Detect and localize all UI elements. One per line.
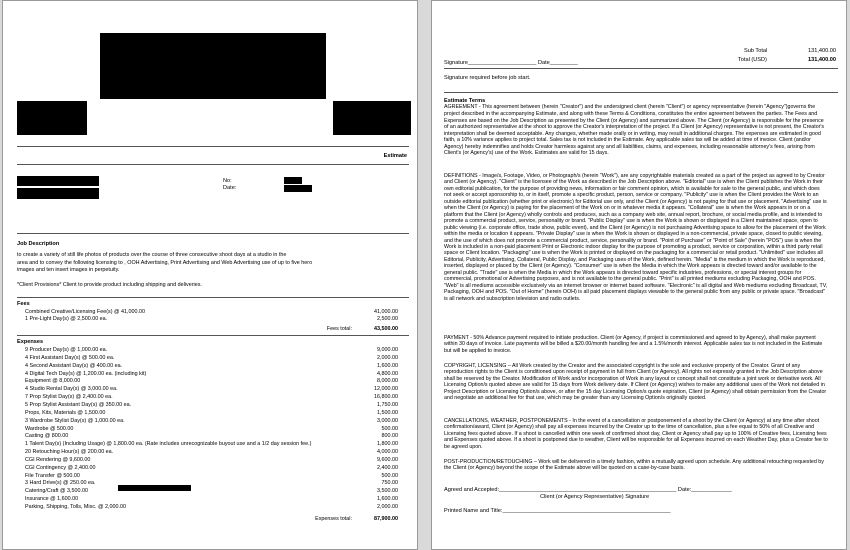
fee-row — [17, 309, 398, 316]
expenses-heading: Expenses — [17, 339, 44, 345]
expense-label: 4 Studio Rental Day(s) @ 3,000.00 ea. — [25, 386, 118, 393]
expense-label: File Transfer @ 500.00 — [25, 472, 80, 479]
redacted-client-address — [17, 188, 99, 199]
estimate-number-label: No: — [223, 178, 232, 184]
expense-amount: 750.00 — [381, 480, 398, 487]
divider — [17, 335, 409, 336]
estimate-label: Estimate — [383, 153, 407, 159]
expense-row — [17, 363, 398, 370]
post-production-terms: POST-PRODUCTION/RETOUCHING – Work will be delivered in a timely fashion, within a mutually agreed upon schedule. Any additional retouching requested by the Client (or Agency) beyond the scope of the Estimate above will be quoted on a case-by-case basis. — [444, 459, 824, 472]
fees-total-row — [17, 326, 398, 333]
estimate-page-1 — [2, 0, 418, 550]
expense-label: 4 Digital Tech Day(s) @ 1,200.00 ea. (including kit) — [25, 370, 147, 377]
expense-row — [17, 378, 398, 385]
expense-label: CGI Contingency @ 2,400.00 — [25, 464, 96, 471]
redacted-block — [333, 101, 411, 135]
expense-label: 1 Talent Day(s) (Including Usage) @ 1,800.00 ea. (Rate includes unrecognizable buyout use and a 1/2 day session fee.) — [25, 441, 312, 448]
expense-label: CGI Rendering @ 9,600.00 — [25, 456, 91, 463]
agreed-accepted-line: Agreed and Accepted:_________________________________________________________ Date:_____________ — [444, 487, 732, 493]
expense-label: 4 Second Assistant Day(s) @ 400.00 ea. — [25, 362, 123, 369]
expense-amount: 2,400.00 — [377, 464, 398, 471]
expense-row — [17, 386, 398, 393]
expense-label: Casting @ 800.00 — [25, 433, 69, 440]
expense-amount: 500.00 — [381, 472, 398, 479]
expense-row — [17, 394, 398, 401]
fee-amount: 2,500.00 — [377, 316, 398, 323]
expense-amount: 2,000.00 — [377, 354, 398, 361]
definitions-terms: DEFINITIONS - Image/s, Footage, Video, or Photograph/s (herein "Work"), are any copyrightable materials created as a part of the project as agreed to by Creator and Client (or Agency). "Client" is the licensee of the Work as described in the Job Description above. "Editorial" use is when the Client publishes the Work in their own editorial publication, for the purpose of providing news, information or fair comment opinion, which is available for sale to the general public, and which does not seek or accept sponsorship to, or in itself, promote a specific product, person, service or company. "Publicity" use is when the Client provides the Work to an outside editorial publication (whether print or electronic) for Editorial use only, and the Client (or Agency) is not paying for that use or placement. "Advertising" use is when the Client (or Agency) is paying for the placement of the Work on or in whatever media it appears. "Collateral" use is when the Work appears in or on a platform that the Client (or Agency) wholly controls and produces, such as a company web site, annual report, brochure, or social media profile, and is intended to promote a commercial product, service, personality or brand. "Public Display" use is when the Work is shown or displayed in a Client maintained space, open to public viewing (i.e. corporate office, trade show, public event), and the Client (or Agency) is not purchasing Advertising space to allow for the placement of the Work within the media or location it appears. "Private Display" use is when the Work is shown or displayed in a non-commercial, private space, closed to public viewing, and the use of which does not promote a commercial product, service, personality or brand. "Point of Purchase" or "Point of Sale" (herein "POS") use is when the Work is included in a non-paid placement Print or Electronic indoor display for the purpose of promoting a product, service or corporation, within a third party retail space or Client location. "Packaging" use is when the Work is printed or displayed on the packaging for a commercial or retail product. "Unlimited" use includes all Editorial, Publicity, Advertising, Collateral, Public Display, and Packaging uses of the Work, defined herein. "Media" is the medium in which the Work is reproduced, inserted, displayed or placed by the Client (or Agency). "Consumer" use is when the Media in which the Work appears is directed toward and/or available to the general public. "Trade" use is when the Media in which the Work appears is directed toward specific industries, professions, or special interest groups for commercial, promotional or Advertising purposes, and is not available to the general public. "Print" is all printed mediums excluding Packaging, OOH and POS. "Web" is all mediums accessible exclusively via an internet browser or internet based software. "Electronic" is all digital and Web mediums excluding Broadcast, TV, Packaging, OOH and POS. "Out of Home" (herein OOH) is all paid placement displays viewable to the general public from any public or private space. "Broadcast" is all network and subscription television and radio outlets. — [444, 173, 828, 302]
redacted-estimate-number — [284, 177, 302, 184]
expense-row — [17, 371, 398, 378]
divider — [17, 164, 409, 165]
subtotal-label: Sub Total — [744, 48, 768, 54]
expense-label: Catering/Craft @ 3,500.00 — [25, 488, 89, 495]
expense-label: 20 Retouching Hour(s) @ 200.00 ea. — [25, 449, 114, 456]
expense-label: Insurance @ 1,600.00 — [25, 496, 79, 503]
fee-row — [17, 316, 398, 323]
fees-total-value: 43,500.00 — [374, 326, 398, 332]
expense-label: 7 Prop Stylist Day(s) @ 2,400.00 ea. — [25, 394, 113, 401]
expense-row — [17, 496, 398, 503]
expense-row — [17, 488, 398, 495]
expense-label: 9 Producer Day(s) @ 1,000.00 ea. — [25, 347, 108, 353]
cancellation-terms: CANCELLATIONS, WEATHER, POSTPONEMENTS - In the event of a cancellation or postponement of a shoot by the Client (or Agency) at any time after shoot confirmation/award, Client (or Agency) shall pay all expenses incurred by the Creator up to the time of cancellation, plus a fee equal to 50% of all Creative and Licensing fees quoted above. If a shoot is cancelled within one week of confirmed shoot day, Client or Agency shall pay up to 100% of Creative fees, Licensing fees and Expenses quoted above. If a shoot is postponed due to weather, Client will be responsible for all Expenses incurred on each Weather Day, plus a Creator fee to be agreed upon. — [444, 418, 828, 450]
total-label: Total (USD) — [738, 57, 767, 63]
redacted-cgi-vendor — [118, 485, 191, 491]
agreement-terms: AGREEMENT - This agreement between (herein "Creator") and the undersigned client (herein "Client") or agency representative (herein "Agency")governs the project described in the accompanying Estimate, and along with these Terms & Conditions, constitutes the entire agreement between the parties. The Fees and Expenses are based on the Job Description as presented by the Client (or Agency) and summarized above. The Client (or Agency) is responsible for the presence of an authorized representative at the shoot to approve the Creator's interpretation of the project. If a Client (or Agency) representative is not present, the Creator's interpretation shall be deemed acceptable. Any changes, whether made orally or in writing, may result in additional charges. The expenses are estimated in good faith, a 10% variance applies to project total. Sales tax is not included in the Estimate. Any applicable sales tax will be added at time of invoice. Client (and/or Agency) hereby indemnifies and holds Creator harmless against any and all liabilities, claims, and expenses, including reasonable attorney's fees, arising from Client's (or Agency's) use of the Work. Estimates are valid for 15 days. — [444, 104, 825, 157]
expense-label: 3 Hard Drive(s) @ 250.00 ea. — [25, 480, 96, 487]
expense-row — [17, 418, 398, 425]
estimate-date-label: Date: — [223, 185, 237, 191]
redacted-block — [17, 101, 87, 135]
expense-amount: 16,800.00 — [374, 394, 398, 401]
redacted-estimate-date — [284, 185, 312, 192]
expense-amount: 2,000.00 — [377, 504, 398, 510]
expense-row — [17, 355, 398, 362]
expense-row — [17, 457, 398, 464]
expense-row — [17, 433, 398, 440]
expense-row — [17, 410, 398, 417]
expense-amount: 1,500.00 — [377, 409, 398, 416]
signature-caption: Client (or Agency Representative) Signature — [540, 494, 650, 500]
estimate-page-2 — [431, 0, 847, 550]
expense-row — [17, 441, 398, 448]
job-description-text: to create a variety of still life photos of products over the course of three consecutive shoot days at a studio in the area and to convey the following licensing to , OOH Advertising, Print Advertising and Web Advertising use of up to five hero images and ten insert images in perpetuity. — [17, 252, 313, 274]
divider — [444, 92, 838, 93]
expenses-total-label: Expenses total: — [315, 516, 352, 522]
expense-label: Wardrobe @ 500.00 — [25, 425, 74, 432]
subtotal-value: 131,400.00 — [808, 48, 836, 54]
expense-amount: 3,500.00 — [377, 488, 398, 495]
fee-amount: 41,000.00 — [374, 309, 398, 315]
expense-row — [17, 449, 398, 456]
expense-label: Props, Kits, Materials @ 1,500.00 — [25, 409, 106, 416]
expense-amount: 8,000.00 — [377, 378, 398, 385]
expense-amount: 1,600.00 — [377, 362, 398, 369]
expense-amount: 1,600.00 — [377, 496, 398, 503]
expense-amount: 3,000.00 — [377, 417, 398, 424]
fees-total-label: Fees total: — [326, 326, 352, 332]
expense-amount: 1,800.00 — [377, 441, 398, 448]
copyright-terms: COPYRIGHT, LICENSING – All Work created by the Creator and the associated copyright is the sole and exclusive property of the Creator. Grant of any reproduction rights to the Client is conditioned upon receipt of payment in full from Client (or Agency). All rights not expressly granted in the Job Description above shall be reserved by the Creator. Modification of Work and/or incorporation of Work in any layout or concept shall not constitute a joint work or derivative work. All Licensing Option/s quoted above are valid for 15 days from Work delivery date. If Client (or Agency) wishes to make any additional uses of the Work not detailed in Project Description or Licensing Option/s above, or after the 15 day Licensing Option/s quote expiration, Client (or Agency) shall obtain permission from the Creator and negotiate an additional fee for that use, which may be greater than any Licensing Option/s originally quoted. — [444, 363, 827, 402]
estimate-terms-heading: Estimate Terms — [444, 98, 486, 104]
divider — [17, 233, 409, 234]
redacted-logo — [100, 33, 326, 99]
expense-amount: 9,000.00 — [377, 347, 398, 353]
expense-row — [17, 504, 398, 511]
expense-row — [17, 465, 398, 472]
expense-row — [17, 402, 398, 409]
expense-row — [17, 347, 398, 354]
expense-amount: 4,800.00 — [377, 370, 398, 377]
job-description-heading: Job Description — [17, 241, 60, 247]
redacted-client-name — [17, 176, 99, 186]
signature-note: Signature required before job start. — [444, 75, 531, 81]
expense-row — [17, 426, 398, 433]
expenses-total-row — [17, 516, 398, 523]
divider — [444, 68, 838, 69]
expenses-total-value: 87,900.00 — [374, 516, 398, 522]
expense-amount: 9,600.00 — [377, 456, 398, 463]
expense-label: Equipment @ 8,000.00 — [25, 378, 81, 385]
expense-amount: 800.00 — [381, 433, 398, 440]
divider — [17, 146, 409, 147]
expense-row — [17, 473, 398, 480]
expense-amount: 500.00 — [381, 425, 398, 432]
expense-amount: 4,000.00 — [377, 449, 398, 456]
fee-label: Combined Creative/Licensing Fee(s) @ 41,000.00 — [25, 309, 145, 315]
expense-label: 3 Wardrobe Stylist Day(s) @ 1,000.00 ea. — [25, 417, 125, 424]
divider — [17, 297, 409, 298]
expense-row — [17, 480, 398, 487]
total-value: 131,400.00 — [808, 57, 836, 63]
fees-heading: Fees — [17, 301, 30, 307]
expense-label: 5 Prop Stylist Assistant Day(s) @ 350.00 ea. — [25, 401, 132, 408]
expense-label: 4 First Assistant Day(s) @ 500.00 ea. — [25, 354, 115, 361]
expense-label: Parking, Shipping, Tolls, Misc. @ 2,000.00 — [25, 504, 126, 510]
expense-amount: 1,750.00 — [377, 401, 398, 408]
payment-terms: PAYMENT - 50% Advance payment required to initiate production. Client (or Agency, if project is commissioned and agreed to by Agency), shall make payment within 30 days of invoice. Late payments will be billed a $20.00/month handling fee and a 1.5%/month interest. Applicable sales tax is not included in the Estimate but will be applied to invoice. — [444, 335, 823, 354]
fee-label: 1 Pre-Light Day(s) @ 2,500.00 ea. — [25, 316, 108, 323]
printed-name-line: Printed Name and Title:______________________________________________________ — [444, 508, 671, 514]
client-provisions: *Client Provisions* Client to provide product including shipping and deliveries. — [17, 282, 202, 288]
expense-amount: 12,000.00 — [374, 386, 398, 393]
signature-line: Signature______________________ Date_________ — [444, 60, 578, 66]
